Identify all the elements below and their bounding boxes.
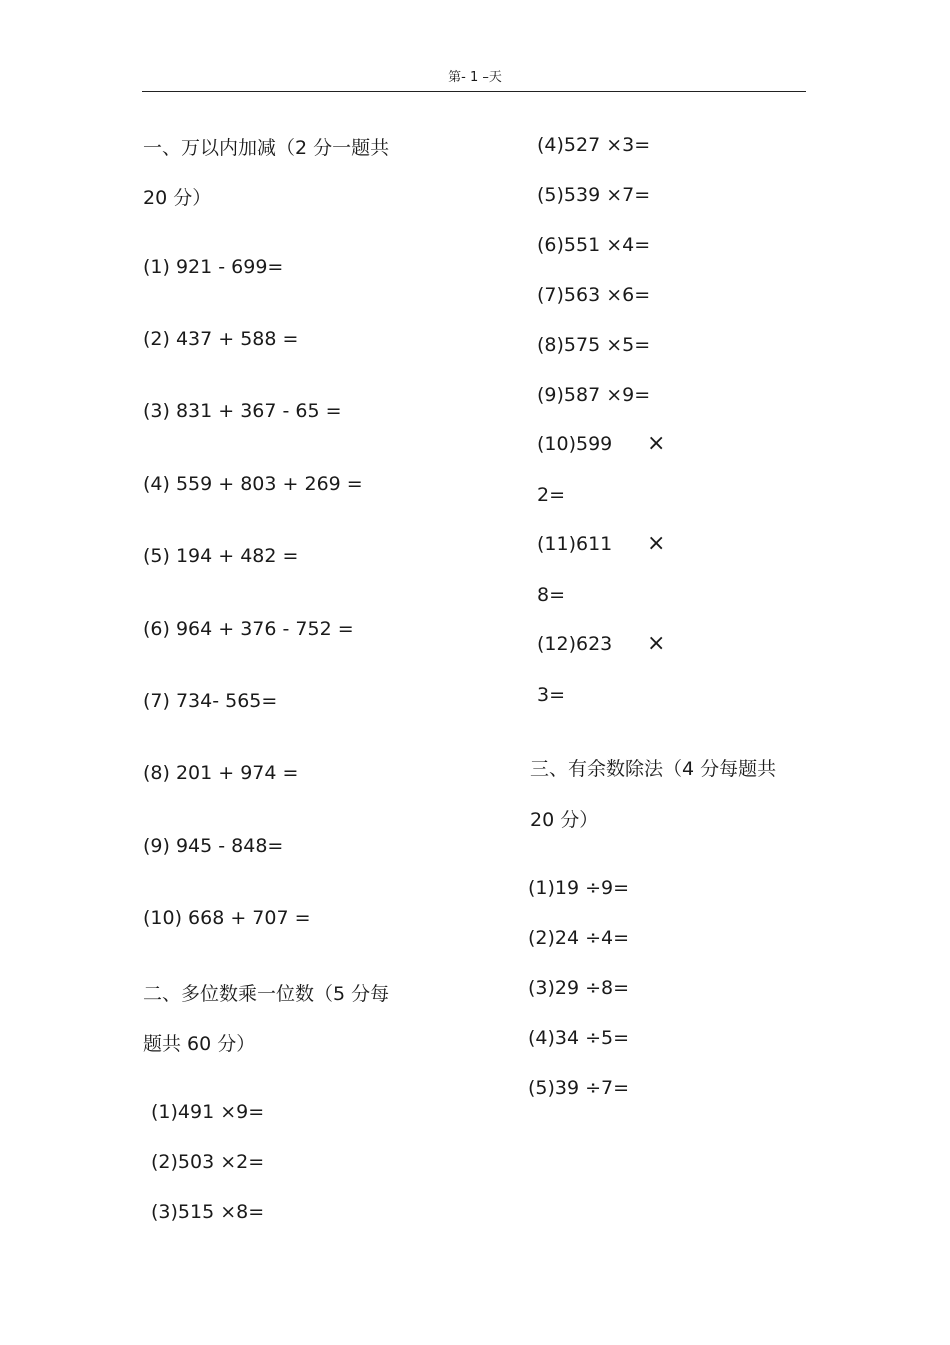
problem-1-7: (7) 734- 565= (143, 690, 278, 712)
times-symbol: × (647, 631, 666, 656)
problem-2-7: (7)563 ×6= (537, 284, 651, 306)
problem-1-10: (10) 668 + 707 = (143, 907, 311, 929)
section3-title-cont: 20 分） (530, 809, 599, 831)
problem-2-2: (2)503 ×2= (151, 1151, 265, 1173)
problem-2-10-number: (10)599 (537, 433, 613, 455)
problem-1-1: (1) 921 - 699= (143, 256, 284, 278)
problem-1-9: (9) 945 - 848= (143, 835, 284, 857)
problem-1-2: (2) 437 + 588 = (143, 328, 299, 350)
problem-1-3: (3) 831 + 367 - 65 = (143, 400, 342, 422)
problem-3-5: (5)39 ÷7= (528, 1077, 630, 1099)
problem-2-8: (8)575 ×5= (537, 334, 651, 356)
problem-1-6: (6) 964 + 376 - 752 = (143, 618, 354, 640)
header-rule (142, 91, 806, 92)
problem-2-5: (5)539 ×7= (537, 184, 651, 206)
problem-3-1: (1)19 ÷9= (528, 877, 630, 899)
problem-1-8: (8) 201 + 974 = (143, 762, 299, 784)
problem-3-4: (4)34 ÷5= (528, 1027, 630, 1049)
problem-2-12-number: (12)623 (537, 633, 613, 655)
problem-2-3: (3)515 ×8= (151, 1201, 265, 1223)
problem-1-5: (5) 194 + 482 = (143, 545, 299, 567)
page-header-label: 第- 1 –天 (448, 70, 502, 85)
problem-3-2: (2)24 ÷4= (528, 927, 630, 949)
section1-title: 一、万以内加减（2 分一题共 (143, 137, 390, 159)
problem-1-4: (4) 559 + 803 + 269 = (143, 473, 363, 495)
problem-2-12-operand: 3= (537, 684, 566, 706)
problem-3-3: (3)29 ÷8= (528, 977, 630, 999)
section1-title-cont: 20 分） (143, 187, 212, 209)
problem-2-11-number: (11)611 (537, 533, 613, 555)
times-symbol: × (647, 431, 666, 456)
problem-2-4: (4)527 ×3= (537, 134, 651, 156)
problem-2-6: (6)551 ×4= (537, 234, 651, 256)
section3-title: 三、有余数除法（4 分每题共 (530, 758, 777, 780)
problem-2-11-operand: 8= (537, 584, 566, 606)
section2-title-cont: 题共 60 分） (143, 1033, 256, 1055)
section2-title: 二、多位数乘一位数（5 分每 (143, 983, 390, 1005)
problem-2-1: (1)491 ×9= (151, 1101, 265, 1123)
problem-2-9: (9)587 ×9= (537, 384, 651, 406)
times-symbol: × (647, 531, 666, 556)
problem-2-10-operand: 2= (537, 484, 566, 506)
